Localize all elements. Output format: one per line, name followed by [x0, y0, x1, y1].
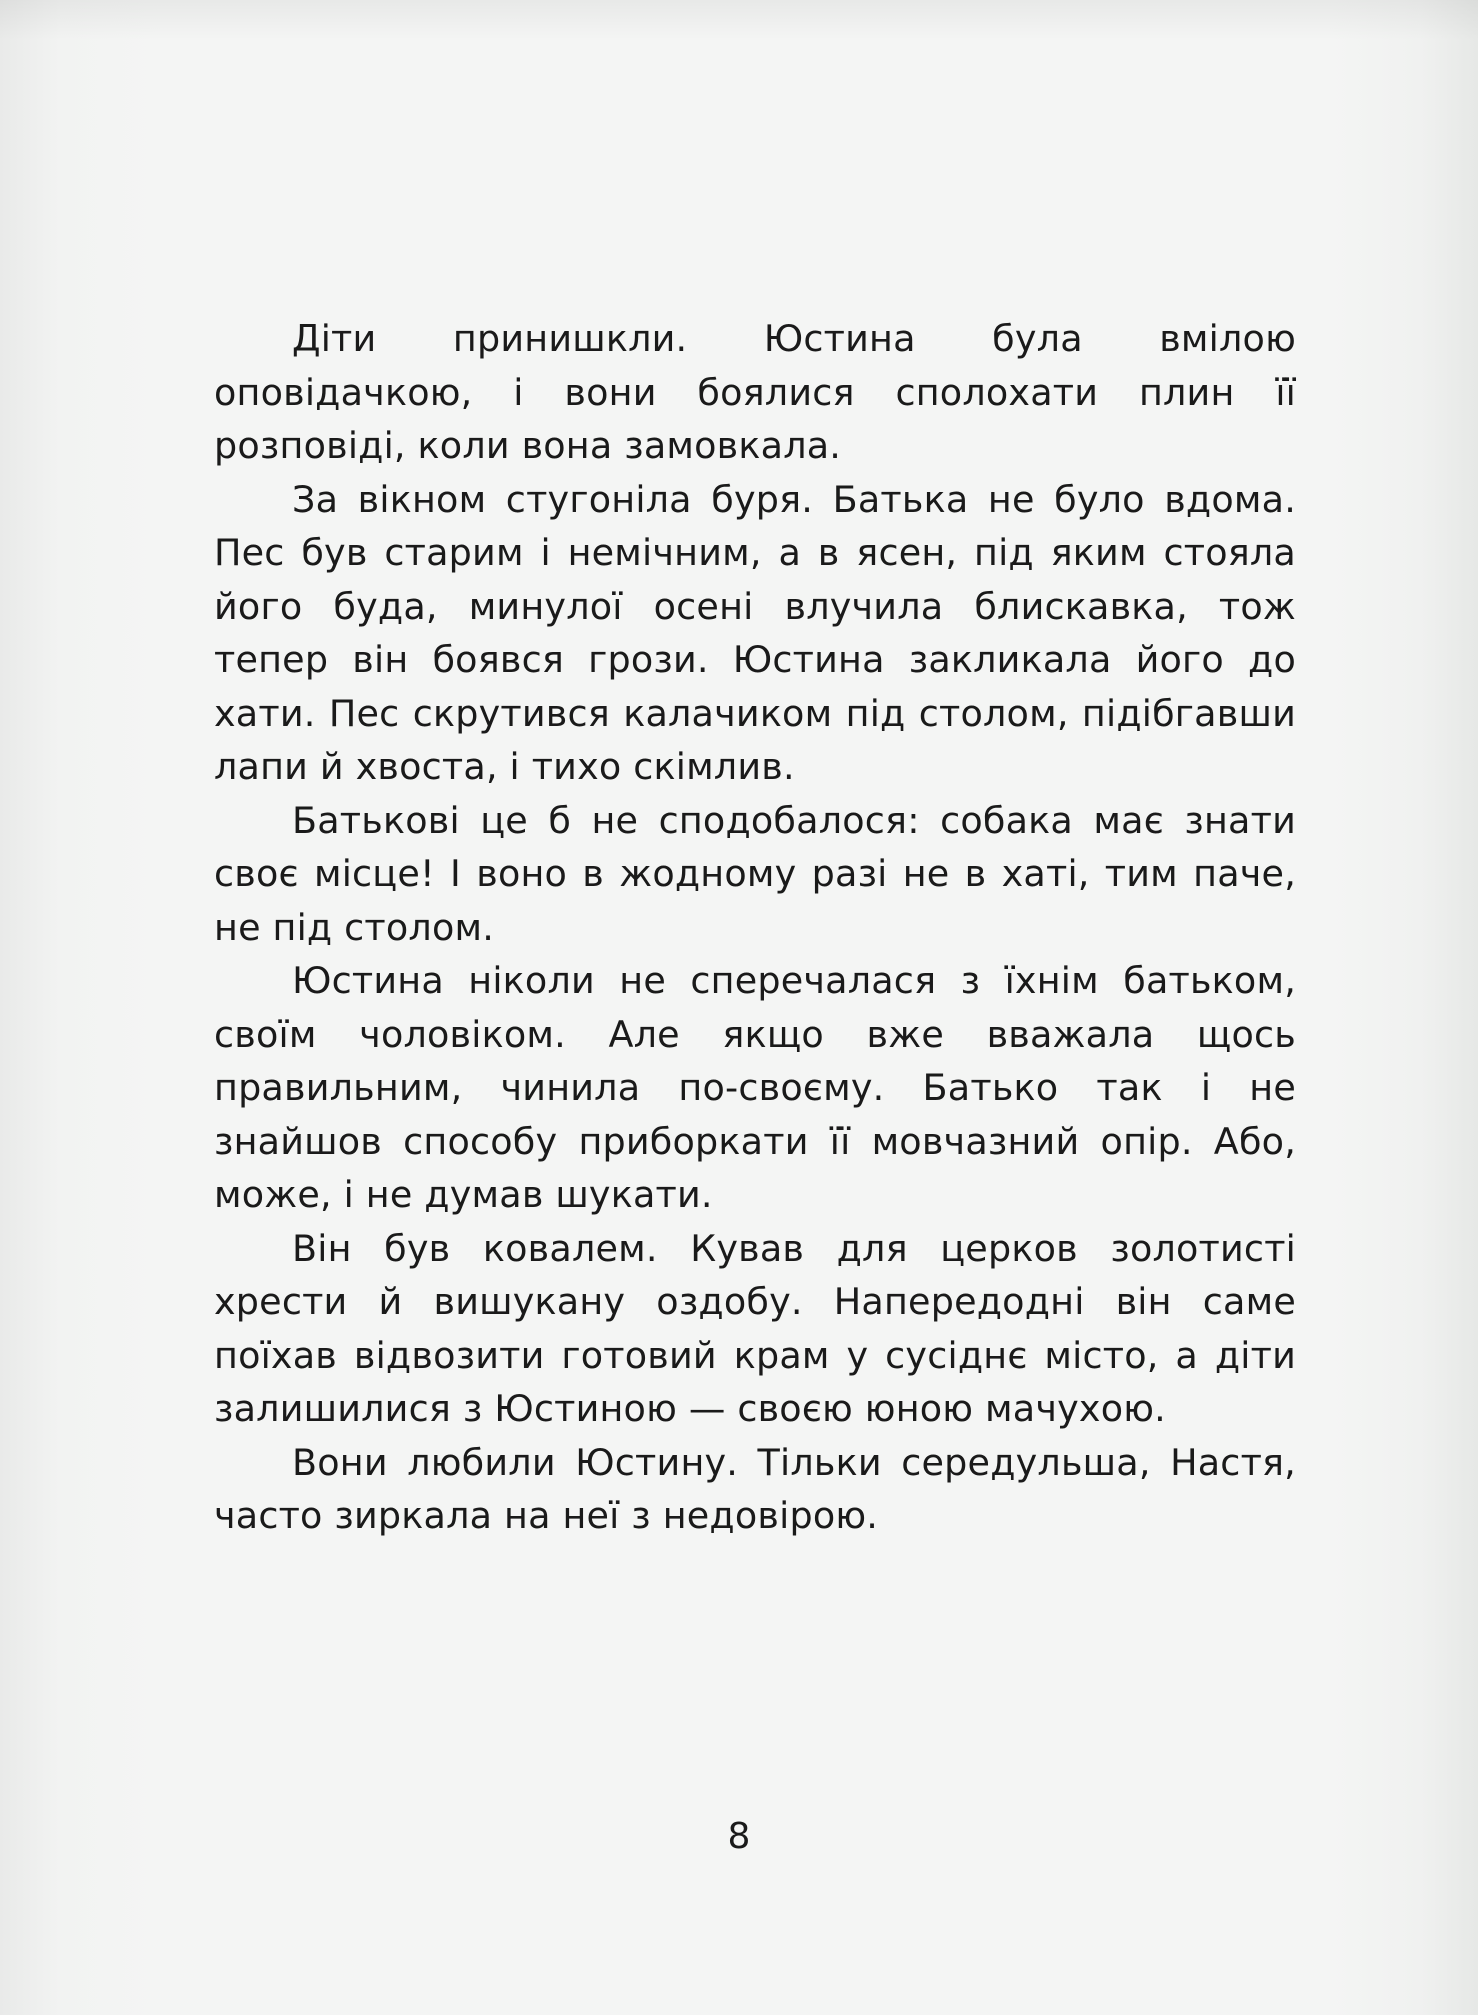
page-edge-shadow — [0, 0, 1478, 40]
paragraph: Вони любили Юстину. Тільки середульша, Настя, часто зиркала на неї з недовірою. — [214, 1440, 1296, 1537]
paragraph: Він був ковалем. Кував для церков золотисті хрести й вишукану оздобу. Напередодні він саме поїхав відвозити готовий крам у сусіднє місто, а діти залишилися з Юстиною — своєю юною мачухою. — [214, 1226, 1296, 1430]
page-number: 8 — [727, 1816, 751, 1857]
paragraph: Юстина ніколи не сперечалася з їхнім батьком, своїм чоловіком. Але якщо вже вважала щось правильним, чинила по-своєму. Батько так і не знайшов способу приборкати її мовчазний опір. Або, може, і не думав шукати. — [214, 959, 1296, 1216]
paragraph: Батькові це б не сподобалося: собака має знати своє місце! І воно в жодному разі не в хаті, тим паче, не під столом. — [214, 798, 1296, 949]
body-text — [214, 312, 1296, 1543]
paragraph: Діти принишкли. Юстина була вмілою оповідачкою, і вони боялися сполохати плин її розповіді, коли вона замовкала. — [214, 317, 1296, 467]
paragraph: За вікном стугоніла буря. Батька не було вдома. Пес був старим і немічним, а в ясен, під яким стояла його буда, минулої осені влучила блискавка, тож тепер він боявся грози. Юстина закликала його до хати. Пес скрутився калачиком під столом, підібгавши лапи й хвоста, і тихо скімлив. — [214, 477, 1296, 788]
